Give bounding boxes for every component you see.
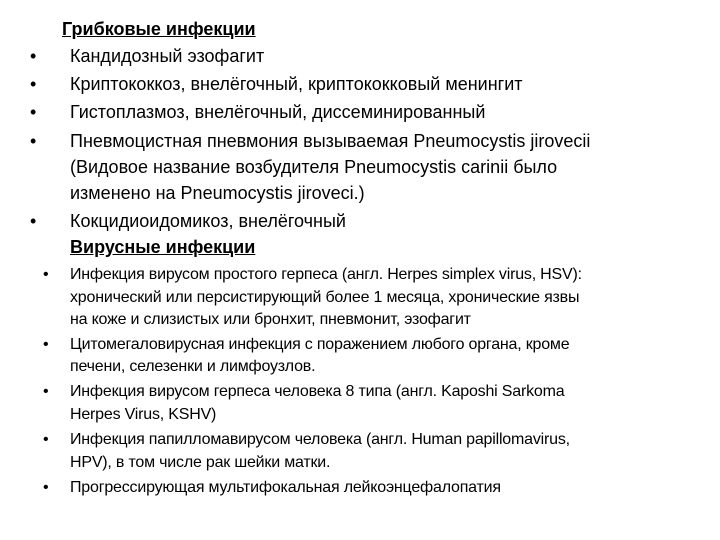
list-item-text-line: изменено на Pneumocystis jiroveci.): [70, 183, 365, 203]
list-item-text-line: Цитомегаловирусная инфекция с поражением любого органа, кроме: [70, 336, 570, 353]
list-item-text-line: Инфекция вирусом герпеса человека 8 типа (англ. Kaposhi Sarkoma: [70, 383, 565, 400]
bullet-icon: •: [30, 102, 37, 122]
heading-viral-infections: Вирусные инфекции: [70, 237, 256, 257]
list-item-text-line: Пневмоцистная пневмония вызываемая Pneumocystis jirovecii: [70, 131, 591, 151]
bullet-icon: •: [30, 46, 37, 66]
list-item-text-line: на коже и слизистых или бронхит, пневмонит, эзофагит: [70, 311, 471, 328]
list-item-text-line: Кандидозный эзофагит: [70, 46, 265, 66]
heading-fungal-infections: Грибковые инфекции: [62, 19, 256, 39]
bullet-icon: •: [43, 431, 49, 448]
list-item-text-line: Криптококкоз, внелёгочный, криптококковый менингит: [70, 74, 523, 94]
bullet-icon: •: [43, 266, 49, 283]
list-item-text-line: Кокцидиоидомикоз, внелёгочный: [70, 211, 346, 231]
bullet-icon: •: [30, 131, 37, 151]
bullet-icon: •: [43, 383, 49, 400]
list-item-text-line: печени, селезенки и лимфоузлов.: [70, 358, 316, 375]
list-item-text-line: Herpes Virus, KSHV): [70, 406, 217, 423]
bullet-icon: •: [30, 74, 37, 94]
list-item-text-line: Гистоплазмоз, внелёгочный, диссеминированный: [70, 102, 486, 122]
list-item-text-line: Прогрессирующая мультифокальная лейкоэнцефалопатия: [70, 479, 501, 496]
list-item-text-line: Инфекция папилломавирусом человека (англ. Human papillomavirus,: [70, 431, 570, 448]
bullet-icon: •: [43, 336, 49, 353]
bullet-icon: •: [30, 211, 37, 231]
list-item-text-line: HPV), в том числе рак шейки матки.: [70, 454, 331, 471]
list-item-text-line: (Видовое название возбудителя Pneumocystis carinii было: [70, 157, 558, 177]
bullet-icon: •: [43, 479, 49, 496]
list-item-text-line: Инфекция вирусом простого герпеса (англ. Herpes simplex virus, HSV):: [70, 266, 582, 283]
list-item-text-line: хронический или персистирующий более 1 месяца, хронические язвы: [70, 288, 580, 306]
